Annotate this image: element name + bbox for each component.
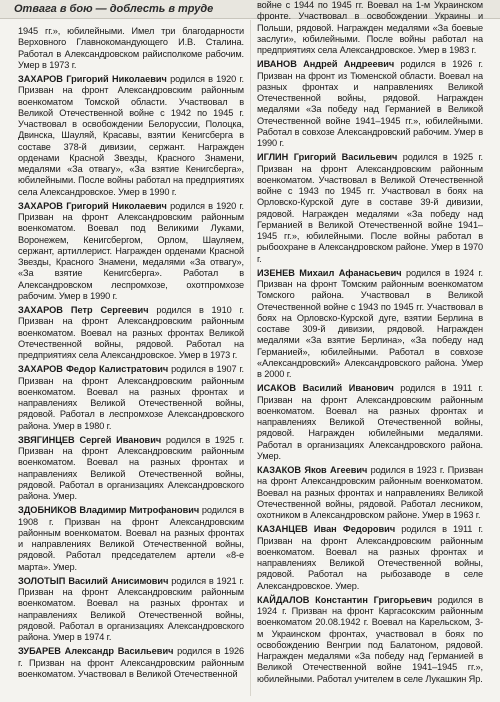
biography-text: родился в 1925 г. Призван на фронт Александровским районным военкоматом. Участвовал в Великой Отечественной войне с 1943 по 1945 гг. Участвовал в боях на Орловско-Курской дуге в составе 39-й дивизии, рядовой. Награжден медалями «За победу над Германией в Великой Отечественной войне 1941–1945 гг.», юбилейными. После войны работал в рыбоохране в Александровском районе. Умер в 1970 г. — [257, 152, 483, 264]
biography-text: родился в 1911 г. Призван на фронт Александровским районным военкоматом. Воевал на разных фронтах и направлениях Великой Отечественной войны, рядовой. Работал на рыбозаводе в селе Александровское. Умер. — [257, 524, 483, 591]
person-name: ЗОЛОТЫП Василий Анисимович — [18, 575, 169, 586]
biography-text: родился в 1907 г. Призван на фронт Александровским районным военкоматом. Воевал на разных фронтах и направлениях Великой Отечественной войны, рядовой. Работал в леспромхозе Александровского района. Умер в 1980 г. — [18, 364, 244, 431]
left-entry-list — [18, 74, 244, 680]
biography-entry — [18, 646, 244, 680]
person-name: ЗАХАРОВ Григорий Николаевич — [18, 74, 167, 84]
person-name: ЗАХАРОВ Григорий Николаевич — [18, 200, 167, 211]
biography-entry — [257, 152, 483, 265]
biography-entry — [18, 364, 244, 432]
column-divider — [250, 20, 251, 696]
person-name: ЗДОБНИКОВ Владимир Митрофанович — [18, 505, 200, 516]
biography-entry — [18, 74, 244, 198]
biography-entry — [257, 465, 483, 521]
biography-entry — [18, 305, 244, 361]
person-name: КАЙДАЛОВ Константин Григорьевич — [257, 594, 433, 605]
left-column — [18, 26, 244, 696]
biography-entry — [257, 595, 483, 685]
biography-entry — [18, 435, 244, 503]
person-name: ЗУБАРЕВ Александр Васильевич — [18, 646, 174, 657]
person-name: КАЗАКОВ Яков Агеевич — [257, 465, 368, 475]
biography-text: родился в 1924 г. Призван на фронт Каргасокским районным военкоматом 20.08.1942 г. Воевал на Карельском, 3-м Украинском фронтах, участвовал в боях по освобождению Венгрии под Балатоном, рядовой. Награжден медалями «За победу над Германией в Великой Отечественной войне 1941–1945 гг.», юбилейными. Работал учителем в селе Лукашкин Яр. — [257, 594, 483, 684]
biography-text: родился в 1910 г. Призван на фронт Александровским районным военкоматом. Воевал на разных фронтах Великой Отечественной войны, рядовой. Работал на предприятиях села Александровское. Умер в 1973 г. — [18, 305, 244, 360]
biography-text: родился в 1926 г. Призван на фронт Александровским районным военкоматом. Участвовал в Великой Отечественной — [18, 646, 244, 679]
biography-entry — [18, 576, 244, 644]
person-name: ИСАКОВ Василий Иванович — [257, 383, 394, 394]
biography-text: родился в 1908 г. Призван на фронт Александровским районным военкоматом. Воевал на разных фронтах и направлениях Великой Отечественной войны, рядовой. Работал председателем артели «8-е марта». Умер. — [18, 505, 244, 572]
biography-entry — [257, 524, 483, 592]
biography-entry — [18, 505, 244, 573]
biography-text: родился в 1921 г. Призван на фронт Александровским районным военкоматом. Воевал на разных фронтах и направлениях Великой Отечественной войны, рядовой. Работал в организациях Александровского района. Умер в 1974 г. — [18, 575, 244, 642]
person-name: ИГЛИН Григорий Васильевич — [257, 152, 398, 163]
person-name: КАЗАНЦЕВ Иван Федорович — [257, 524, 396, 535]
person-name: ЗАХАРОВ Петр Сергеевич — [18, 305, 149, 315]
right-continuation-text: войне с 1944 по 1945 гг. Воевал на 1-м Украинском фронте. Участвовал в освобождении Украины и Польши, рядовой. Награжден медалями «За боевые заслуги», юбилейными. После войны работал на предприятиях села Александровское. Умер в 1983 г. — [257, 0, 483, 55]
biography-text: родился в 1924 г. Призван на фронт Томским районным военкоматом Томского района. Участвовал в Великой Отечественной войне с 1943 по 1945 гг. Участвовал в боях на Орловско-Курской дуге, взятии Берлина в составе 309-й дивизии, рядовой. Награжден медалями «За взятие Берлина», «За победу над Германией», юбилейными. Работал в совхозе «Александровский» Александровского района. Умер в 2000 г. — [257, 267, 483, 379]
right-column — [257, 0, 483, 696]
biography-text: родился в 1920 г. Призван на фронт Александровским районным военкоматом. Воевал под Великими Луками, Воронежем, Кенигсбергом, Орлом, Шауляем, сержант, артиллерист. Награжден орденами Красной Звезды, Красного Знамени, медалями «За отвагу», «За взятие Кенигсберга». Работал в Александровском леспромхозе, охотпромхозе рабочим. Умер в 1990 г. — [18, 200, 244, 301]
person-name: ЗВЯГИНЦЕВ Сергей Иванович — [18, 434, 162, 445]
person-name: ЗАХАРОВ Федор Калистратович — [18, 364, 169, 375]
right-entry-list — [257, 59, 483, 685]
biography-entry — [18, 201, 244, 302]
person-name: ИЗЕНЕВ Михаил Афанасьевич — [257, 267, 402, 278]
biography-entry — [257, 268, 483, 381]
biography-text: родился в 1911 г. Призван на фронт Александровским районным военкоматом. Воевал на разных фронтах и направлениях Великой Отечественной войны, рядовой. Награжден юбилейными медалями. Работал в организациях Александровского района. Умер. — [257, 383, 483, 461]
biography-text: родился в 1923 г. Призван на фронт Александровским районным военкоматом. Воевал на разных фронтах и направлениях Великой Отечественной войны, рядовой. Работал лесником, охотником в Александровском районе. Умер в 1963 г. — [257, 465, 483, 520]
biography-text: родился в 1920 г. Призван на фронт Александровским районным военкоматом Томской области. Участвовал в Великой Отечественной войне с 1942 по 1945 г. Участвовал в освобождении Белоруссии, Полоцка, Двинска, Шауляй, Красавы, взятии Кенигсберга в составе 378-й дивизии, сержант. Награжден орденами Красной Звезды, Красного Знамени, медалями «За отвагу», «За взятие Кенигсберга», юбилейными. После войны работал на предприятиях села Александровское. Умер в 1990 г. — [18, 74, 244, 197]
biography-text: родился в 1926 г. Призван на фронт из Тюменской области. Воевал на разных фронтах и направлениях Великой Отечественной войны, рядовой. Награжден медалями «За победу над Германией в Великой Отечественной войне 1941–1945 гг.», юбилейными. Работал в совхозе Александровский рабочим. Умер в 1990 г. — [257, 59, 483, 148]
left-continuation-text: 1945 гг.», юбилейными. Имел три благодарности Верховного Главнокомандующего И.В. Сталина. Работал в Александровском райисполкоме рабочим. Умер в 1973 г. — [18, 26, 244, 70]
biography-text: родился в 1925 г. Призван на фронт Александровским районным военкоматом. Воевал на разных фронтах и направлениях Великой Отечественной войны, рядовой. Работал в организациях Александровского района. Умер. — [18, 434, 244, 501]
biography-entry — [257, 383, 483, 462]
biography-entry — [257, 59, 483, 149]
person-name: ИВАНОВ Андрей Андреевич — [257, 59, 395, 70]
section-title: Отвага в бою — доблесть в труде — [14, 3, 214, 15]
